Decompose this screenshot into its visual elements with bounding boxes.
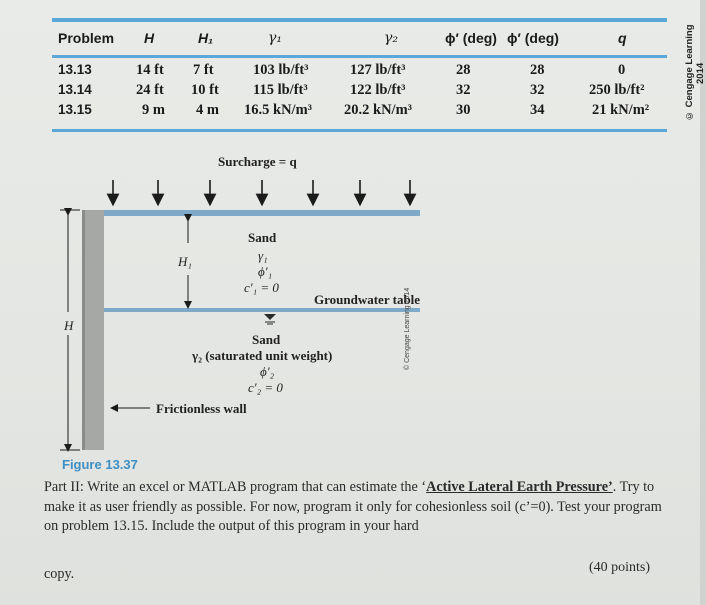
sand1-phi: ϕ′₁ [258,264,273,279]
table-cell: 24 ft [136,82,164,98]
table-cell: 127 lb/ft³ [350,62,406,78]
h-label: H [64,318,74,333]
part2-body: . Try to make it as user friendly as possible. For now, program it only for cohesionless soil (c’=0). Test your program on problem 13.15. Include the output of this program in your hard [44,479,662,534]
header-phi1: ϕ′ (deg) [445,30,497,46]
table-cell: 30 [456,102,471,118]
header-phi2: ϕ′ (deg) [507,30,559,46]
table-cell: 20.2 kN/m³ [344,102,412,118]
table-cell: 13.15 [58,102,92,117]
sand2-label: Sand [252,332,281,347]
header-gamma1: γ₁ [268,30,282,46]
h1-label: H₁ [178,254,192,269]
table-copyright: © Cengage Learning 2014 [684,24,706,122]
sand1-cohesion: c′₁ = 0 [244,280,279,295]
table-cell: 28 [456,62,471,78]
surcharge-label: Surcharge = q [218,154,297,169]
table-cell: 14 ft [136,62,164,78]
groundwater-label: Groundwater table [314,292,421,307]
table-cell: 13.14 [58,82,92,97]
table-cell: 9 m [142,102,165,118]
header-h1: H₁ [198,30,214,46]
header-problem: Problem [58,30,115,46]
part2-points: (40 points) [588,560,650,575]
figure-copyright: © Cengage Learning 2014 [404,287,411,370]
table-cell: 4 m [196,102,219,118]
table-cell: 10 ft [191,82,219,98]
sand2-gamma: γ₂ (saturated unit weight) [192,348,333,363]
table-cell: 28 [530,62,545,78]
header-q: q [618,30,627,46]
table-cell: 13.13 [58,62,92,77]
sand1-label: Sand [248,230,277,245]
figure-labels [0,140,700,480]
table-cell: 0 [618,62,626,78]
table-cell: 32 [456,82,471,98]
part2-highlight: Active Lateral Earth Pressure’ [426,479,613,495]
table-cell: 34 [530,102,545,118]
header-h: H [144,30,155,46]
table-cell: 7 ft [193,62,214,78]
part2-question [44,478,664,537]
table-cell: 16.5 kN/m³ [244,102,312,118]
part2-copy: copy. [44,566,75,582]
sand1-gamma: γ₁ [258,248,268,263]
part2-intro: Part II: Write an excel or MATLAB program that can estimate the ‘ [44,479,427,495]
table-cell: 250 lb/ft² [589,82,645,98]
table-cell: 122 lb/ft³ [350,82,406,98]
table-cell: 32 [530,82,545,98]
sand2-cohesion: c′₂ = 0 [248,380,283,395]
table-cell: 115 lb/ft³ [253,82,308,98]
table-cell: 103 lb/ft³ [253,62,309,78]
figure-caption: Figure 13.37 [62,457,138,472]
wall-label: Frictionless wall [156,401,247,416]
header-gamma2: γ₂ [384,30,398,46]
sand2-phi: ϕ′₂ [260,364,275,379]
table-cell: 21 kN/m² [592,102,650,118]
